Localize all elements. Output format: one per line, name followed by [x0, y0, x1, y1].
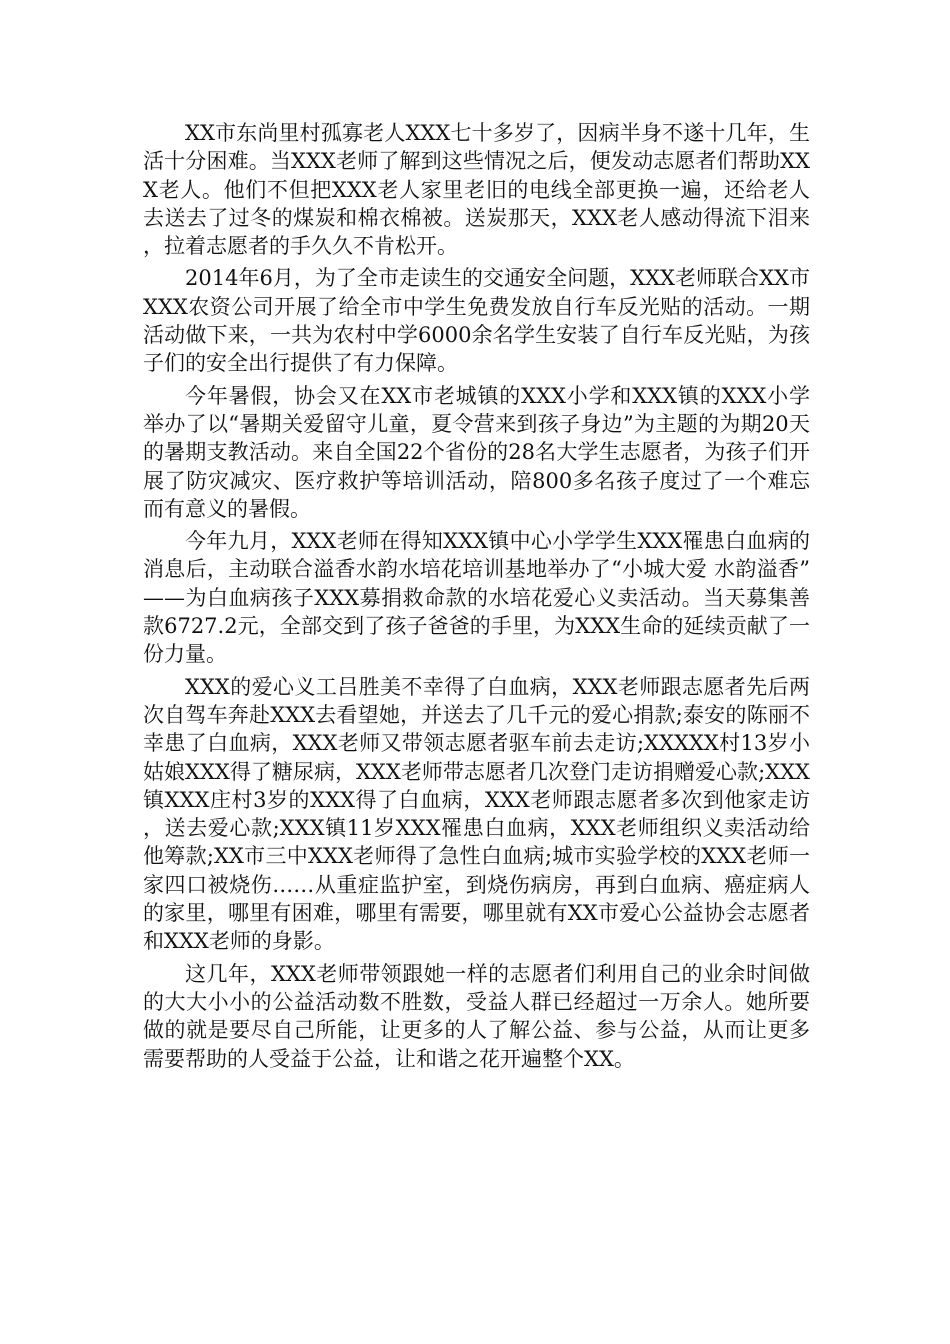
paragraph-summer-camp: 今年暑假，协会又在XX市老城镇的XXX小学和XXX镇的XXX小学举办了以“暑期关爱留守儿童，夏令营来到孩子身边”为主题的为期20天的暑期支教活动。来自全国22个省份的28名大学生志愿者，为孩子们开展了防灾减灾、医疗救护等培训活动，陪800多名孩子度过了一个难忘而有意义的暑假。 [143, 383, 810, 521]
paragraph-elderly-care: XX市东尚里村孤寡老人XXX七十多岁了，因病半身不遂十几年，生活十分困难。当XXX老师了解到这些情况之后，便发动志愿者们帮助XXX老人。他们不但把XXX老人家里老旧的电线全部更换一遍，还给老人去送去了过冬的煤炭和棉衣棉被。送炭那天，XXX老人感动得流下泪来，拉着志愿者的手久久不肯松开。 [143, 121, 810, 259]
paragraph-charity-sale: 今年九月，XXX老师在得知XXX镇中心小学学生XXX罹患白血病的消息后，主动联合溢香水韵水培花培训基地举办了“小城大爱 水韵溢香”——为白血病孩子XXX募捐救命款的水培花爱心义卖活动。当天募集善款6727.2元，全部交到了孩子爸爸的手里，为XXX生命的延续贡献了一份力量。 [143, 529, 810, 667]
paragraph-reflective-stickers: 2014年6月，为了全市走读生的交通安全问题，XXX老师联合XX市XXX农资公司开展了给全市中学生免费发放自行车反光贴的活动。一期活动做下来，一共为农村中学6000余名学生安装了自行车反光贴，为孩子们的安全出行提供了有力保障。 [143, 266, 810, 376]
paragraph-patient-visits: XXX的爱心义工吕胜美不幸得了白血病，XXX老师跟志愿者先后两次自驾车奔赴XXX去看望她，并送去了几千元的爱心捐款;泰安的陈丽不幸患了白血病，XXX老师又带领志愿者驱车前去走访;XXXXX村13岁小姑娘XXX得了糖尿病，XXX老师带志愿者几次登门走访捐赠爱心款;XXX镇XXX庄村3岁的XXX得了白血病，XXX老师跟志愿者多次到他家走访，送去爱心款;XXX镇11岁XXX罹患白血病，XXX老师组织义卖活动给他筹款;XX市三中XXX老师得了急性白血病;城市实验学校的XXX老师一家四口被烧伤……从重症监护室，到烧伤病房，再到白血病、癌症病人的家里，哪里有困难，哪里有需要，哪里就有XX市爱心公益协会志愿者和XXX老师的身影。 [143, 674, 810, 954]
document-body [143, 119, 810, 1077]
paragraph-summary: 这几年，XXX老师带领跟她一样的志愿者们利用自己的业余时间做的大大小小的公益活动数不胜数，受益人群已经超过一万余人。她所要做的就是要尽自己所能，让更多的人了解公益、参与公益，从而让更多需要帮助的人受益于公益，让和谐之花开遍整个XX。 [143, 961, 810, 1071]
